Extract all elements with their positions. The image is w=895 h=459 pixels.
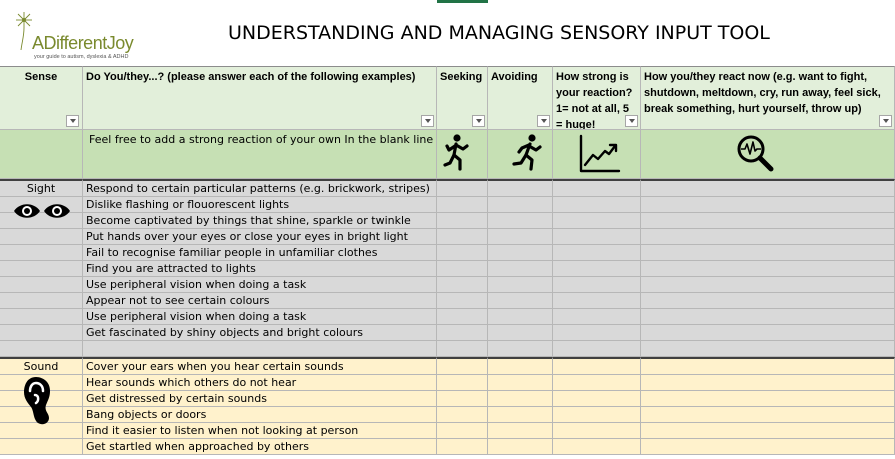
item-text-cell[interactable] <box>83 277 437 293</box>
strength-cell[interactable] <box>553 293 641 309</box>
item-text-cell[interactable] <box>83 357 437 375</box>
item-text-cell[interactable] <box>83 341 437 357</box>
item-text-cell[interactable] <box>83 197 437 213</box>
item-text: Fail to recognise familiar people in unfamiliar clothes <box>86 246 378 259</box>
filter-dropdown-seeking[interactable] <box>472 115 485 127</box>
seeking-cell[interactable] <box>437 245 488 261</box>
seeking-cell[interactable] <box>437 277 488 293</box>
item-text: Become captivated by things that shine, sparkle or twinkle <box>86 214 411 227</box>
header-reaction-label: How you/they react now (e.g. want to fight, shutdown, meltdown, cry, run away, feel sick, break something, hurt yourself, throw up) <box>644 71 881 115</box>
strength-cell[interactable] <box>553 309 641 325</box>
seeking-cell[interactable] <box>437 179 488 197</box>
item-text-cell[interactable] <box>83 391 437 407</box>
avoiding-cell[interactable] <box>488 277 553 293</box>
avoiding-cell[interactable] <box>488 309 553 325</box>
filter-dropdown-sense[interactable] <box>66 115 79 127</box>
strength-cell[interactable] <box>553 341 641 357</box>
seeking-cell[interactable] <box>437 261 488 277</box>
item-text: Appear not to see certain colours <box>86 294 270 307</box>
sense-label-cell[interactable] <box>0 357 83 375</box>
avoiding-cell[interactable] <box>488 391 553 407</box>
reaction-cell[interactable] <box>641 391 895 407</box>
sense-cell[interactable] <box>0 439 83 455</box>
eyes-icon <box>12 200 72 222</box>
strength-cell[interactable] <box>553 423 641 439</box>
hint-reaction-cell[interactable] <box>641 130 895 179</box>
avoiding-cell[interactable] <box>488 213 553 229</box>
reaction-cell[interactable] <box>641 245 895 261</box>
reaction-cell[interactable] <box>641 309 895 325</box>
reaction-cell[interactable] <box>641 341 895 357</box>
ear-icon <box>22 375 56 427</box>
strength-cell[interactable] <box>553 439 641 455</box>
reaction-cell[interactable] <box>641 213 895 229</box>
seeking-cell[interactable] <box>437 423 488 439</box>
seeking-cell[interactable] <box>437 293 488 309</box>
seeking-cell[interactable] <box>437 213 488 229</box>
strength-cell[interactable] <box>553 261 641 277</box>
trending-up-chart-icon <box>577 134 621 174</box>
item-text-cell[interactable] <box>83 309 437 325</box>
filter-dropdown-question[interactable] <box>421 115 434 127</box>
filter-dropdown-avoiding[interactable] <box>537 115 550 127</box>
item-text-cell[interactable] <box>83 179 437 197</box>
item-text-cell[interactable] <box>83 261 437 277</box>
reaction-cell[interactable] <box>641 423 895 439</box>
item-text: Get distressed by certain sounds <box>86 392 267 405</box>
item-text: Bang objects or doors <box>86 408 207 421</box>
avoiding-cell[interactable] <box>488 261 553 277</box>
header-question[interactable] <box>83 66 437 130</box>
item-text: Cover your ears when you hear certain sounds <box>86 360 344 373</box>
seeking-cell[interactable] <box>437 375 488 391</box>
hint-sense-cell[interactable] <box>0 130 83 179</box>
item-text: Hear sounds which others do not hear <box>86 376 297 389</box>
strength-cell[interactable] <box>553 375 641 391</box>
item-text: Put hands over your eyes or close your eyes in bright light <box>86 230 408 243</box>
sense-cell[interactable] <box>0 325 83 341</box>
strength-cell[interactable] <box>553 277 641 293</box>
sense-cell[interactable] <box>0 261 83 277</box>
seeking-cell[interactable] <box>437 391 488 407</box>
item-text: Get startled when approached by others <box>86 440 309 453</box>
seeking-cell[interactable] <box>437 407 488 423</box>
hint-text-cell[interactable] <box>83 130 437 179</box>
item-text-cell[interactable] <box>83 439 437 455</box>
seeking-cell[interactable] <box>437 309 488 325</box>
reaction-cell[interactable] <box>641 357 895 375</box>
hint-seeking-cell[interactable] <box>437 130 488 179</box>
item-text-cell[interactable] <box>83 407 437 423</box>
reaction-cell[interactable] <box>641 325 895 341</box>
avoiding-cell[interactable] <box>488 439 553 455</box>
avoiding-cell[interactable] <box>488 325 553 341</box>
item-text: Use peripheral vision when doing a task <box>86 278 307 291</box>
sense-cell[interactable] <box>0 245 83 261</box>
sense-cell[interactable] <box>0 277 83 293</box>
header-reaction[interactable] <box>641 66 895 130</box>
running-away-person-icon <box>510 133 544 173</box>
brand-name: ADifferentJoy <box>32 33 134 53</box>
item-text: Respond to certain particular patterns (e.g. brickwork, stripes) <box>86 182 430 195</box>
avoiding-cell[interactable] <box>488 375 553 391</box>
running-person-icon <box>443 133 477 173</box>
item-text-cell[interactable] <box>83 245 437 261</box>
avoiding-cell[interactable] <box>488 245 553 261</box>
hint-text: Feel free to add a strong reaction of your own In the blank line <box>89 133 434 146</box>
sense-cell[interactable] <box>0 293 83 309</box>
seeking-cell[interactable] <box>437 357 488 375</box>
item-text: Dislike flashing or flouorescent lights <box>86 198 290 211</box>
strength-cell[interactable] <box>553 357 641 375</box>
item-text-cell[interactable] <box>83 229 437 245</box>
item-text-cell[interactable] <box>83 293 437 309</box>
sense-cell[interactable] <box>0 229 83 245</box>
avoiding-cell[interactable] <box>488 423 553 439</box>
item-text-cell[interactable] <box>83 325 437 341</box>
sense-label: Sight <box>26 182 56 195</box>
seeking-cell[interactable] <box>437 229 488 245</box>
top-strip <box>0 0 895 4</box>
item-text: Use peripheral vision when doing a task <box>86 310 307 323</box>
avoiding-cell[interactable] <box>488 293 553 309</box>
filter-dropdown-strength[interactable] <box>625 115 638 127</box>
avoiding-cell[interactable] <box>488 357 553 375</box>
avoiding-cell[interactable] <box>488 407 553 423</box>
header-question-label: Do You/they...? (please answer each of the following examples) <box>86 71 416 83</box>
reaction-cell[interactable] <box>641 179 895 197</box>
strength-cell[interactable] <box>553 325 641 341</box>
reaction-cell[interactable] <box>641 261 895 277</box>
reaction-cell[interactable] <box>641 293 895 309</box>
sense-label: Sound <box>23 360 59 373</box>
header-seeking-label: Seeking <box>440 71 483 83</box>
header-avoiding-label: Avoiding <box>491 71 538 83</box>
strength-cell[interactable] <box>553 391 641 407</box>
logo <box>6 6 156 61</box>
hint-strength-cell[interactable] <box>553 130 641 179</box>
reaction-cell[interactable] <box>641 277 895 293</box>
avoiding-cell[interactable] <box>488 229 553 245</box>
avoiding-cell[interactable] <box>488 197 553 213</box>
item-text-cell[interactable] <box>83 213 437 229</box>
magnifier-heartbeat-icon <box>734 132 778 176</box>
header-strength-label: How strong is your reaction? 1= not at all, 5 = huge! <box>556 71 633 130</box>
reaction-cell[interactable] <box>641 229 895 245</box>
seeking-cell[interactable] <box>437 325 488 341</box>
strength-cell[interactable] <box>553 245 641 261</box>
header-sense-label: Sense <box>24 71 58 83</box>
item-text: Find it easier to listen when not looking at person <box>86 424 359 437</box>
strength-cell[interactable] <box>553 197 641 213</box>
reaction-cell[interactable] <box>641 407 895 423</box>
item-text-cell[interactable] <box>83 423 437 439</box>
page-title: UNDERSTANDING AND MANAGING SENSORY INPUT TOOL <box>228 22 770 44</box>
seeking-cell[interactable] <box>437 341 488 357</box>
strength-cell[interactable] <box>553 213 641 229</box>
item-text: Find you are attracted to lights <box>86 262 256 275</box>
strength-cell[interactable] <box>553 179 641 197</box>
reaction-cell[interactable] <box>641 439 895 455</box>
item-text-cell[interactable] <box>83 375 437 391</box>
sense-label-cell[interactable] <box>0 179 83 197</box>
sense-cell[interactable] <box>0 341 83 357</box>
avoiding-cell[interactable] <box>488 179 553 197</box>
sense-cell[interactable] <box>0 309 83 325</box>
hint-avoiding-cell[interactable] <box>488 130 553 179</box>
strength-cell[interactable] <box>553 407 641 423</box>
avoiding-cell[interactable] <box>488 341 553 357</box>
reaction-cell[interactable] <box>641 375 895 391</box>
brand-tagline: your guide to autism, dyslexia & ADHD <box>34 54 129 60</box>
seeking-cell[interactable] <box>437 197 488 213</box>
selected-column-indicator <box>437 0 488 3</box>
reaction-cell[interactable] <box>641 197 895 213</box>
seeking-cell[interactable] <box>437 439 488 455</box>
strength-cell[interactable] <box>553 229 641 245</box>
item-text: Get fascinated by shiny objects and bright colours <box>86 326 363 339</box>
filter-dropdown-reaction[interactable] <box>879 115 892 127</box>
